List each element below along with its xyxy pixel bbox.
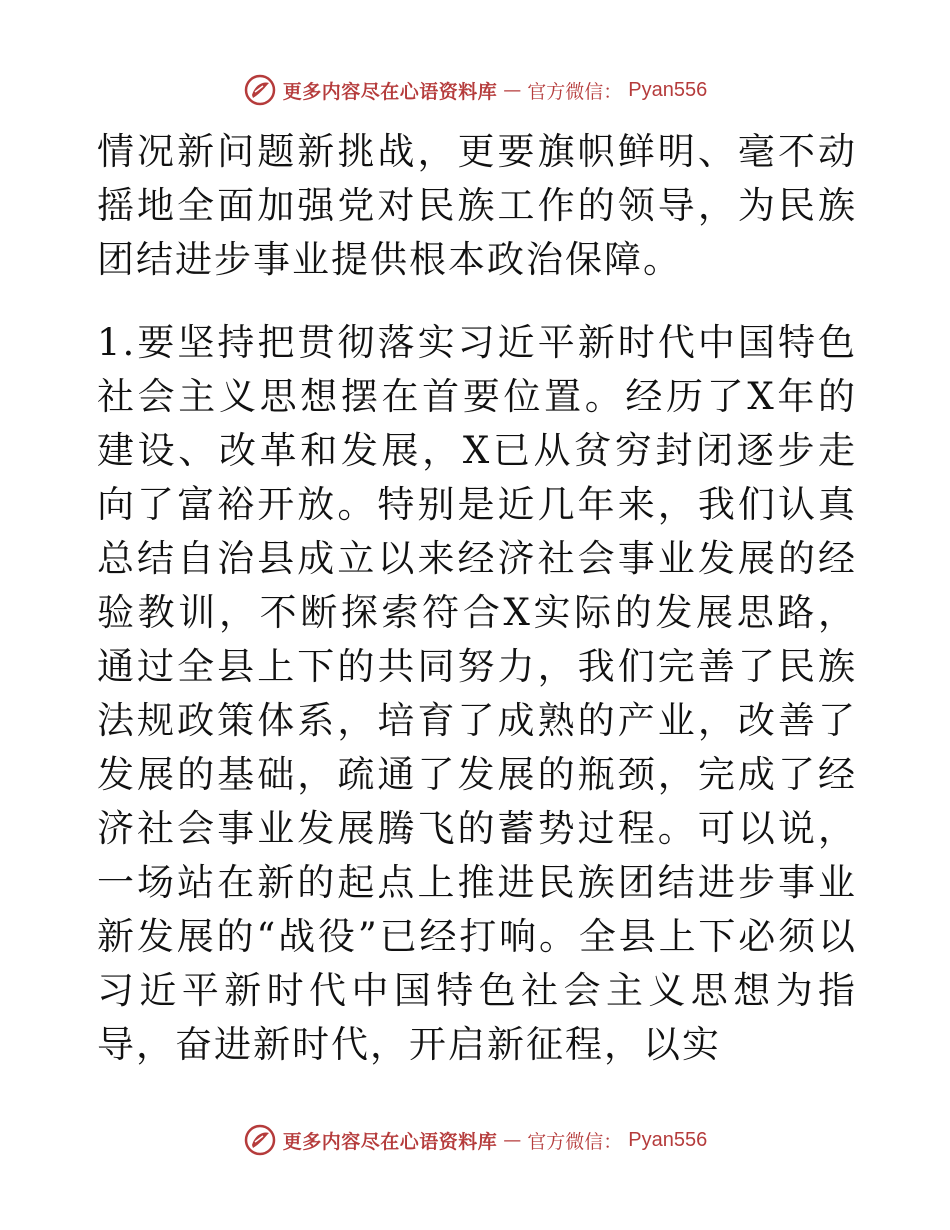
paragraph-1: 情况新问题新挑战，更要旗帜鲜明、毫不动摇地全面加强党对民族工作的领导，为民族团结进步事业提供根本政治保障。 [97, 130, 857, 281]
logo-icon [243, 1123, 277, 1157]
footer-watermark [0, 1120, 950, 1160]
header-watermark [0, 70, 950, 110]
watermark-text: 更多内容尽在心语资料库 [282, 1130, 498, 1153]
watermark-text: 更多内容尽在心语资料库 [282, 80, 498, 103]
watermark-official-label: 官方微信： [527, 80, 623, 103]
watermark-wechat-id: Pyan556 [628, 78, 708, 101]
watermark-wechat-id: Pyan556 [628, 1128, 708, 1151]
paragraph-2: 1.要坚持把贯彻落实习近平新时代中国特色社会主义思想摆在首要位置。经历了X年的建设、改革和发展，X已从贫穷封闭逐步走向了富裕开放。特别是近几年来，我们认真总结自治县成立以来经济社会事业发展的经验教训，不断探索符合X实际的发展思路，通过全县上下的共同努力，我们完善了民族法规政策体系，培育了成熟的产业，改善了发展的基础，疏通了发展的瓶颈，完成了经济社会事业发展腾飞的蓄势过程。可以说，一场站在新的起点上推进民族团结进步事业新发展的“战役”已经打响。全县上下必须以习近平新时代中国特色社会主义思想为指导，奋进新时代，开启新征程，以实 [97, 321, 857, 1066]
watermark-official-label: 官方微信： [527, 1130, 623, 1153]
watermark-dash: — [503, 79, 522, 101]
watermark-dash: — [503, 1129, 522, 1151]
document-body [97, 125, 857, 1072]
logo-icon [243, 73, 277, 107]
